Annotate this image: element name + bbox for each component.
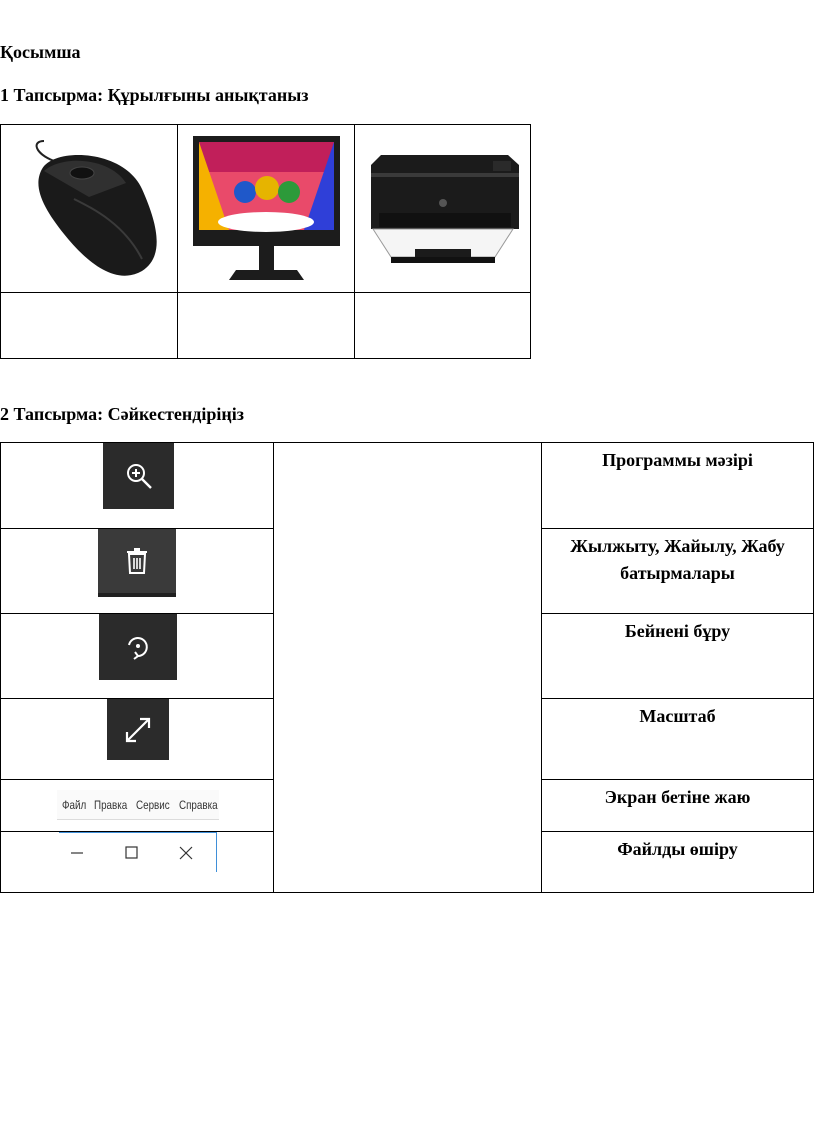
option-label: Программы мәзірі [602,450,753,470]
trash-icon [98,529,176,597]
computer-mouse-image [14,139,164,279]
icon-cell-window-controls [1,832,274,893]
option-label: Масштаб [639,706,716,726]
menu-item-help: Справка [179,797,218,812]
device-cell-monitor [178,125,355,293]
task2-title: 2 Тапсырма: Сәйкестендіріңіз [0,404,245,424]
maximize-icon [126,847,137,858]
matching-table [0,442,814,893]
menu-item-edit: Правка [93,797,127,812]
answer-cell-mouse[interactable] [1,293,178,359]
task1-title: 1 Тапсырма: Құрылғыны анықтаныз [0,85,309,105]
zoom-in-icon [103,443,174,509]
option-label: Жылжыту, Жайылу, Жабу батырмалары [570,536,785,583]
option-label: Экран бетіне жаю [604,787,751,807]
answer-column [274,443,542,893]
option-label: Файлды өшіру [617,839,738,859]
device-cell-printer [355,125,531,293]
option-label: Бейнені бұру [624,621,731,641]
device-cell-mouse [1,125,178,293]
device-table [0,124,531,359]
label-cell-1 [542,443,814,529]
label-cell-6 [542,832,814,893]
icon-cell-trash [1,529,274,614]
rotate-icon [99,614,177,680]
printer-image [363,149,523,269]
label-cell-5 [542,780,814,832]
icon-cell-zoom [1,443,274,529]
icon-cell-menubar [1,780,274,832]
answer-cell-monitor[interactable] [178,293,355,359]
answer-cell-printer[interactable] [355,293,531,359]
appendix-title: Қосымша [0,42,81,62]
menu-item-service: Сервис [136,797,170,812]
menu-bar [57,790,219,820]
expand-icon [107,699,169,760]
menu-item-file: Файл [62,797,87,812]
icon-cell-expand [1,699,274,780]
window-controls [59,832,217,872]
close-icon [180,847,192,859]
computer-monitor-image [189,134,344,284]
label-cell-3 [542,614,814,699]
label-cell-4 [542,699,814,780]
label-cell-2 [542,529,814,614]
icon-cell-rotate [1,614,274,699]
